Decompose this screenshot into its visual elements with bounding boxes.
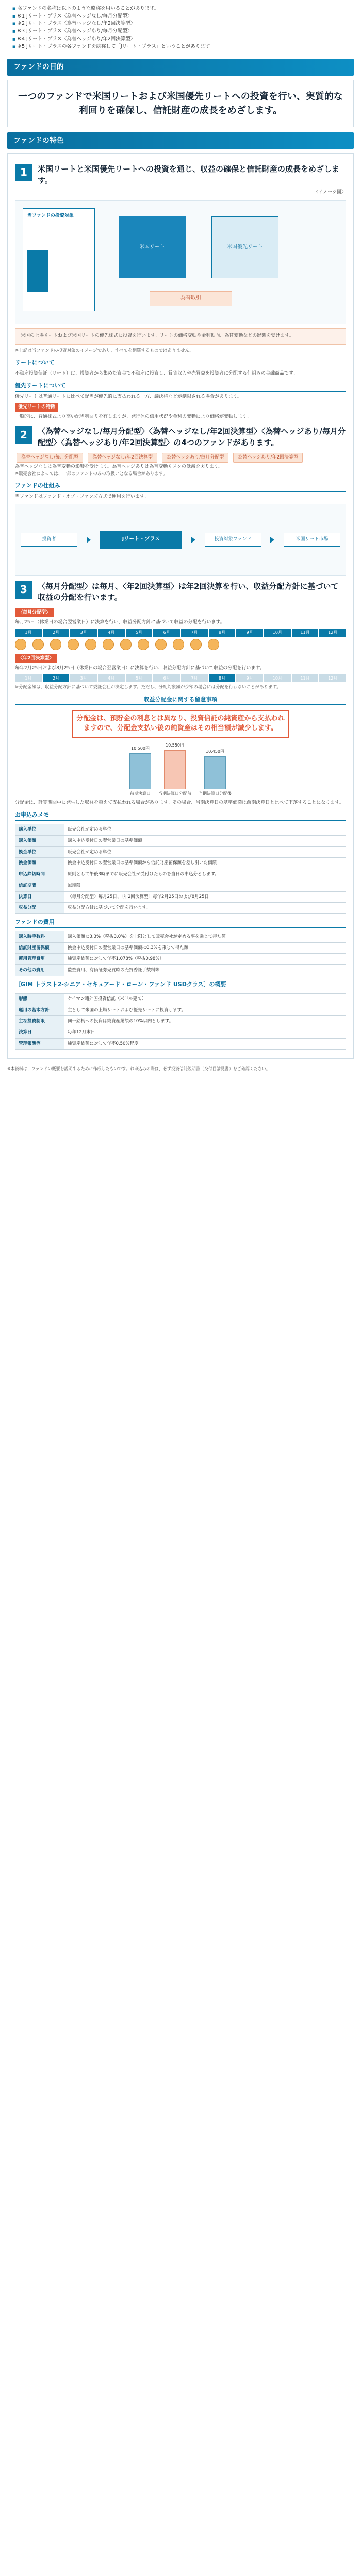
- month-cell: 2月: [43, 629, 70, 637]
- table-row: [15, 891, 346, 903]
- table-row: [15, 835, 346, 846]
- bar-label: 前期決算日: [130, 791, 151, 796]
- arrow-right-icon: [191, 537, 195, 543]
- semiannual-calendar: [15, 674, 346, 683]
- purpose-box: [7, 80, 354, 127]
- preferred-about-text: 優先リートは普通リートに比べて配当が優先的に支払われる一方、議決権などが制限される場合があります。: [15, 394, 242, 400]
- bar: [164, 750, 186, 789]
- feature2-head: [15, 426, 346, 449]
- row-value: 原則として午後3時までに販売会社が受付けたものを当日の申込分とします。: [64, 869, 346, 880]
- bar-label: 当期決算日分配後: [199, 791, 232, 796]
- row-value: 販売会社が定める単位: [64, 846, 346, 858]
- feature2-text: 為替ヘッジなしは為替変動の影響を受けます。為替ヘッジありは為替変動リスクの低減を図ります。: [15, 464, 223, 469]
- row-header: 運用管理費用: [15, 954, 64, 965]
- month-cell: 6月: [153, 674, 180, 683]
- feature1-body: 米国の上場リートおよび米国リートの優先株式に投資を行います。リートの価格変動や金利動向、為替変動などの影響を受けます。: [15, 328, 346, 345]
- feature2-note: ※販売会社によっては、一部のファンドのみの取扱いとなる場合があります。: [15, 471, 168, 477]
- month-cell: 7月: [181, 629, 208, 637]
- purpose-heading: ファンドの目的: [7, 59, 354, 75]
- purpose-text: 一つのファンドで米国リートおよび米国優先リートへの投資を行い、実質的な利回りを確保し、信託財産の成長をめざします。: [18, 91, 343, 116]
- bar-column: [158, 742, 191, 796]
- monthly-coins: [15, 639, 346, 650]
- coin-icon: [120, 639, 132, 650]
- procedures-title: お申込みメモ: [15, 811, 346, 821]
- semiannual-tag: 〈年2回決算型〉: [15, 654, 57, 663]
- month-cell: 3月: [70, 629, 97, 637]
- diagram-fx-box: 為替取引: [150, 291, 232, 306]
- coin-icon: [68, 639, 79, 650]
- month-cell: 3月: [70, 674, 97, 683]
- arrow-right-icon: [87, 537, 91, 543]
- procedures-table: [15, 824, 346, 914]
- structure-flow: [15, 504, 346, 576]
- diagram-note: 〈イメージ図〉: [314, 190, 346, 195]
- monthly-text: 毎月25日（休業日の場合翌営業日）に決算を行い、収益分配方針に基づいて収益の分配を行います。: [15, 620, 225, 625]
- bar-label: 当期決算日分配前: [158, 791, 191, 796]
- bar-value: 10,500円: [131, 745, 150, 751]
- row-header: 決算日: [15, 1027, 64, 1039]
- feature1-diagram: [15, 200, 346, 324]
- month-cell: 12月: [319, 629, 346, 637]
- coin-icon: [138, 639, 149, 650]
- fees-title: ファンドの費用: [15, 918, 346, 928]
- intro-item: ■ ※4 Jリート・プラス〈為替ヘッジあり/年2回決算型〉: [12, 36, 349, 43]
- feature-number: 2: [15, 426, 32, 444]
- month-cell: 2月: [43, 674, 70, 683]
- row-value: 〈毎月分配型〉毎月25日、〈年2回決算型〉毎年2月25日および8月25日: [64, 891, 346, 903]
- dist-callout: 分配金は、預貯金の利息とは異なり、投資信託の純資産から支払われますので、分配金支払い後の純資産はその相当額が減少します。: [72, 710, 289, 738]
- month-cell: 1月: [15, 629, 42, 637]
- fund-type-pills: [15, 452, 346, 464]
- month-cell: 8月: [209, 629, 236, 637]
- row-value: 同一銘柄への投資は純資産総額の10%以内とします。: [64, 1016, 346, 1027]
- month-cell: 11月: [292, 674, 319, 683]
- bar-value: 10,450円: [206, 749, 224, 754]
- row-header: 管理報酬等: [15, 1038, 64, 1049]
- fund-detail-title: 〔GIM トラスト2-シニア・セキュアード・ローン・ファンド USDクラス〕の概要: [15, 980, 346, 990]
- preferred-red-tag: 優先リートの特徴: [15, 403, 58, 412]
- diagram-left: [23, 208, 95, 311]
- preferred-about-title: 優先リートについて: [15, 382, 346, 392]
- table-row: [15, 965, 346, 976]
- coin-icon: [173, 639, 184, 650]
- coin-icon: [103, 639, 114, 650]
- fund-type-pill: 為替ヘッジなし/年2回決算型: [88, 453, 157, 463]
- table-row: [15, 880, 346, 891]
- arrow-right-icon: [270, 537, 274, 543]
- row-header: 換金価額: [15, 858, 64, 869]
- row-value: 収益分配方針に基づいて分配を行います。: [64, 903, 346, 914]
- preferred-about-text2: 一般的に、普通株式より高い配当利回りを有しますが、発行体の信用状況や金利の変動により価格が変動します。: [15, 414, 252, 420]
- coin-icon: [85, 639, 96, 650]
- row-value: 純資産総額に対して年率0.50%程度: [64, 1038, 346, 1049]
- reit-about-text: 不動産投資信託（リート）は、投資者から集めた資金で不動産に投資し、賃貸収入や売買益を投資者に分配する仕組みの金融商品です。: [15, 371, 298, 377]
- row-value: 主として米国の上場リートおよび優先リートに投資します。: [64, 1005, 346, 1016]
- row-header: 信託期間: [15, 880, 64, 891]
- table-row: [15, 1005, 346, 1016]
- bar: [129, 753, 151, 789]
- intro-item: ■ ※2 Jリート・プラス〈為替ヘッジなし/年2回決算型〉: [12, 20, 349, 28]
- row-value: 毎年12月末日: [64, 1027, 346, 1039]
- fund-type-pill: 為替ヘッジなし/毎月分配型: [17, 453, 83, 463]
- month-cell: 5月: [126, 674, 153, 683]
- fees-table: [15, 931, 346, 976]
- feature1-title: 米国リートと米国優先リートへの投資を通じ、収益の確保と信託財産の成長をめざします。: [38, 164, 340, 185]
- dist-bars: [15, 743, 346, 800]
- coin-icon: [50, 639, 61, 650]
- row-header: 換金単位: [15, 846, 64, 858]
- month-cell: 10月: [264, 629, 291, 637]
- monthly-tag: 〈毎月分配型〉: [15, 608, 54, 617]
- bar-column: [129, 745, 151, 796]
- feature-number: 1: [15, 164, 32, 181]
- intro-item: ■ ※3 Jリート・プラス〈為替ヘッジあり/毎月分配型〉: [12, 28, 349, 36]
- feature2-title: 〈為替ヘッジなし/毎月分配型〉〈為替ヘッジなし/年2回決算型〉〈為替ヘッジあり/毎月分配型〉〈為替ヘッジあり/年2回決算型〉の4つのファンドがあります。: [38, 427, 346, 447]
- table-row: [15, 954, 346, 965]
- month-cell: 12月: [319, 674, 346, 683]
- dist-notice-text: 分配金は、計算期間中に発生した収益を超えて支払われる場合があります。その場合、当期決算日の基準価額は前期決算日と比べて下落することになります。: [15, 800, 344, 806]
- table-row: [15, 846, 346, 858]
- feature-number: 3: [15, 581, 32, 599]
- fund-detail-table: [15, 993, 346, 1050]
- row-header: 購入価額: [15, 835, 64, 846]
- table-row: [15, 1016, 346, 1027]
- structure-text: 当ファンドはファンド・オブ・ファンズ方式で運用を行います。: [15, 494, 149, 499]
- row-value: 購入申込受付日の翌営業日の基準価額: [64, 835, 346, 846]
- bar-column: [199, 749, 232, 796]
- month-cell: 11月: [292, 629, 319, 637]
- feature3-title: 〈毎月分配型〉は毎月、〈年2回決算型〉は年2回決算を行い、収益分配方針に基づいて収益の分配を行います。: [38, 581, 339, 602]
- row-header: 収益分配: [15, 903, 64, 914]
- month-cell: 9月: [236, 674, 263, 683]
- intro-item: ■ ※5 Jリート・プラスの各ファンドを総称して「Jリート・プラス」ということがあります。: [12, 43, 349, 51]
- structure-title: ファンドの仕組み: [15, 482, 346, 492]
- row-value: 無期限: [64, 880, 346, 891]
- diagram-preferred-box: 米国優先リート: [211, 216, 278, 278]
- feature1-head: [15, 164, 346, 187]
- reit-about-title: リートについて: [15, 359, 346, 368]
- row-header: その他の費用: [15, 965, 64, 976]
- bar: [204, 756, 226, 789]
- month-cell: 6月: [153, 629, 180, 637]
- diagram-reit-box: 米国リート: [119, 216, 186, 278]
- table-row: [15, 824, 346, 836]
- month-cell: 5月: [126, 629, 153, 637]
- row-header: 決算日: [15, 891, 64, 903]
- feature3-note: ※分配金額は、収益分配方針に基づいて委託会社が決定します。ただし、分配対象額が少額の場合には分配を行わないことがあります。: [15, 685, 281, 690]
- row-value: ケイマン籍外国投資信託（米ドル建て）: [64, 993, 346, 1005]
- intro-item: ■ ※1 Jリート・プラス〈為替ヘッジなし/毎月分配型〉: [12, 13, 349, 21]
- features-box: [7, 153, 354, 1059]
- table-row: [15, 858, 346, 869]
- flow-fund: Jリート・プラス: [100, 531, 182, 549]
- semiannual-text: 毎年2月25日および8月25日（休業日の場合翌営業日）に決算を行い、収益分配方針に基づいて収益の分配を行います。: [15, 665, 265, 671]
- month-cell: 10月: [264, 674, 291, 683]
- page: [0, 0, 361, 1086]
- footer-note: ※本資料は、ファンドの概要を説明するために作成したものです。お申込みの際は、必ず投資信託説明書（交付目論見書）をご確認ください。: [7, 1066, 270, 1071]
- row-value: 換金申込受付日の翌営業日の基準価額から信託財産留保額を差し引いた価額: [64, 858, 346, 869]
- coin-icon: [32, 639, 44, 650]
- flow-target: 投資対象ファンド: [205, 533, 261, 547]
- intro-item: ■ 各ファンドの名称は以下のような略称を用いることがあります。: [12, 5, 349, 13]
- table-row: [15, 931, 346, 942]
- fund-type-pill: 為替ヘッジあり/年2回決算型: [233, 453, 303, 463]
- coin-icon: [190, 639, 202, 650]
- row-header: 信託財産留保額: [15, 942, 64, 954]
- intro-list: [0, 0, 361, 54]
- month-cell: 8月: [209, 674, 236, 683]
- table-row: [15, 993, 346, 1005]
- month-cell: 9月: [236, 629, 263, 637]
- row-value: 換金申込受付日の翌営業日の基準価額に0.3%を乗じて得た額: [64, 942, 346, 954]
- bar-value: 10,550円: [166, 742, 184, 748]
- row-header: 購入時手数料: [15, 931, 64, 942]
- row-header: 主な投資制限: [15, 1016, 64, 1027]
- feature3-head: [15, 581, 346, 604]
- table-row: [15, 1027, 346, 1039]
- diagram-left-label: 当ファンドの投資対象: [27, 213, 74, 219]
- coin-icon: [155, 639, 167, 650]
- features-heading: ファンドの特色: [7, 132, 354, 149]
- row-header: 形態: [15, 993, 64, 1005]
- month-cell: 4月: [98, 629, 125, 637]
- table-row: [15, 1038, 346, 1049]
- dist-notice-title: 収益分配金に関する留意事項: [15, 696, 346, 705]
- row-value: 購入価額に3.3%（税抜3.0%）を上限として販売会社が定める率を乗じて得た額: [64, 931, 346, 942]
- row-header: 申込締切時間: [15, 869, 64, 880]
- coin-icon: [208, 639, 219, 650]
- row-header: 購入単位: [15, 824, 64, 836]
- flow-market: 米国リート市場: [284, 533, 340, 547]
- row-value: 純資産総額に対して年率1.078%（税抜0.98%）: [64, 954, 346, 965]
- month-cell: 4月: [98, 674, 125, 683]
- month-cell: 7月: [181, 674, 208, 683]
- row-value: 監査費用、有価証券売買時の売買委託手数料等: [64, 965, 346, 976]
- table-row: [15, 903, 346, 914]
- table-row: [15, 942, 346, 954]
- flow-investors: 投資者: [21, 533, 77, 547]
- fund-type-pill: 為替ヘッジあり/毎月分配型: [162, 453, 228, 463]
- table-row: [15, 869, 346, 880]
- feature1-notes: ※上記は当ファンドの投資対象のイメージであり、すべてを網羅するものではありません。: [15, 348, 194, 354]
- row-header: 運用の基本方針: [15, 1005, 64, 1016]
- coin-icon: [15, 639, 26, 650]
- month-cell: 1月: [15, 674, 42, 683]
- row-value: 販売会社が定める単位: [64, 824, 346, 836]
- monthly-calendar: [15, 629, 346, 637]
